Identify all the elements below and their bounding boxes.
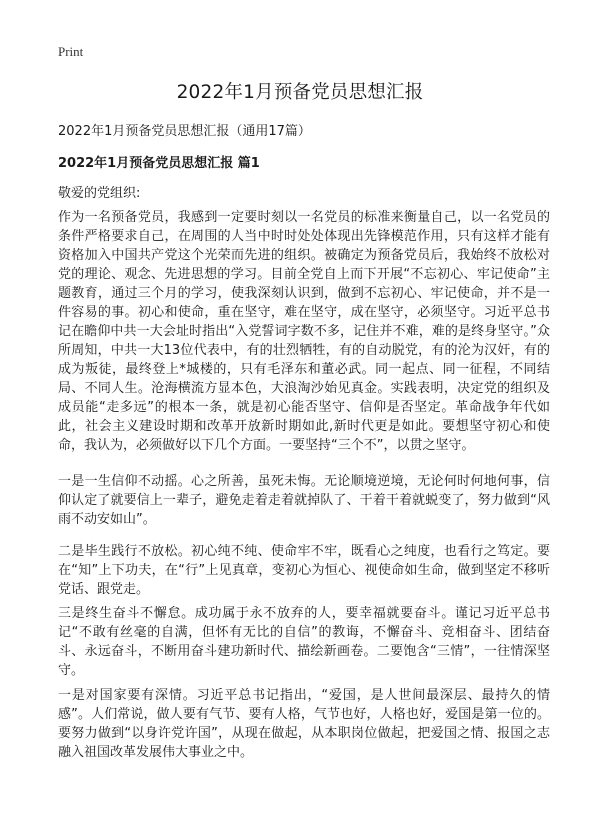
section-heading: 2022年1月预备党员思想汇报 篇1	[58, 156, 260, 171]
body-paragraph-4: 三是终生奋斗不懈怠。成功属于永不放弃的人，要幸福就要奋斗。谨记习近平总书记“不敢有丝毫的自满，但怀有无比的自信”的教诲，不懈奋斗、竞相奋斗、团结奋斗、永远奋斗，不断用奋斗建功新时代、描绘新画卷。二要饱含“三情”，一往情深坚守。	[58, 606, 550, 678]
body-paragraph-1: 作为一名预备党员，我感到一定要时刻以一名党员的标准来衡量自己，以一名党员的条件严格要求自己，在周围的人当中时时处处体现出先锋模范作用，只有这样才能有资格加入中国共产党这个光荣而先进的组织。被确定为预备党员后，我始终不放松对党的理论、观念、先进思想的学习。目前全党自上而下开展“不忘初心、牢记使命”主题教育，通过三个月的学习，使我深刻认识到，做到不忘初心、牢记使命，并不是一件容易的事。初心和使命，重在坚守，难在坚守，成在坚守，必须坚守。习近平总书记在瞻仰中共一大会址时指出“入党誓词字数不多，记住并不难，难的是终身坚守。”众所周知，中共一大13位代表中，有的壮烈牺牲，有的自动脱党，有的沦为汉奸，有的成为叛徒，最终登上*城楼的，只有毛泽东和董必武。同一起点、同一征程，不同结局、不同人生。沧海横流方显本色，大浪淘沙始见真金。实践表明，决定党的组织及成员能“走多远”的根本一条，就是初心能否坚守、信仰是否坚定。革命战争年代如此，社会主义建设时期和改革开放新时期如此,新时代更是如此。要想坚守初心和使命，我认为，必须做好以下几个方面。一要坚持“三个不”，以贯之坚守。	[58, 210, 550, 453]
body-paragraph-2: 一是一生信仰不动摇。心之所善，虽死未悔。无论顺境逆境，无论何时何地何事，信仰认定了就要信上一辈子，避免走着走着就掉队了、干着干着就蜕变了，努力做到“风雨不动安如山”。	[58, 474, 550, 527]
page-title: 2022年1月预备党员思想汇报	[176, 82, 424, 103]
print-link[interactable]: Print	[58, 44, 84, 59]
document-subtitle: 2022年1月预备党员思想汇报（通用17篇）	[58, 124, 311, 139]
body-paragraph-3: 二是毕生践行不放松。初心纯不纯、使命牢不牢，既看心之纯度，也看行之笃定。要在“知”上下功夫，在“行”上见真章，变初心为恒心、视使命如生命，做到坚定不移听党话、跟党走。	[58, 544, 550, 597]
greeting-line: 敬爱的党组织:	[58, 186, 141, 201]
body-paragraph-5: 一是对国家要有深情。习近平总书记指出，“爱国，是人世间最深层、最持久的情感”。人们常说，做人要有气节、要有人格，气节也好，人格也好，爱国是第一位的。要努力做到“以身许党许国”，从现在做起，从本职岗位做起，把爱国之情、报国之志融入祖国改革发展伟大事业之中。	[58, 688, 550, 760]
